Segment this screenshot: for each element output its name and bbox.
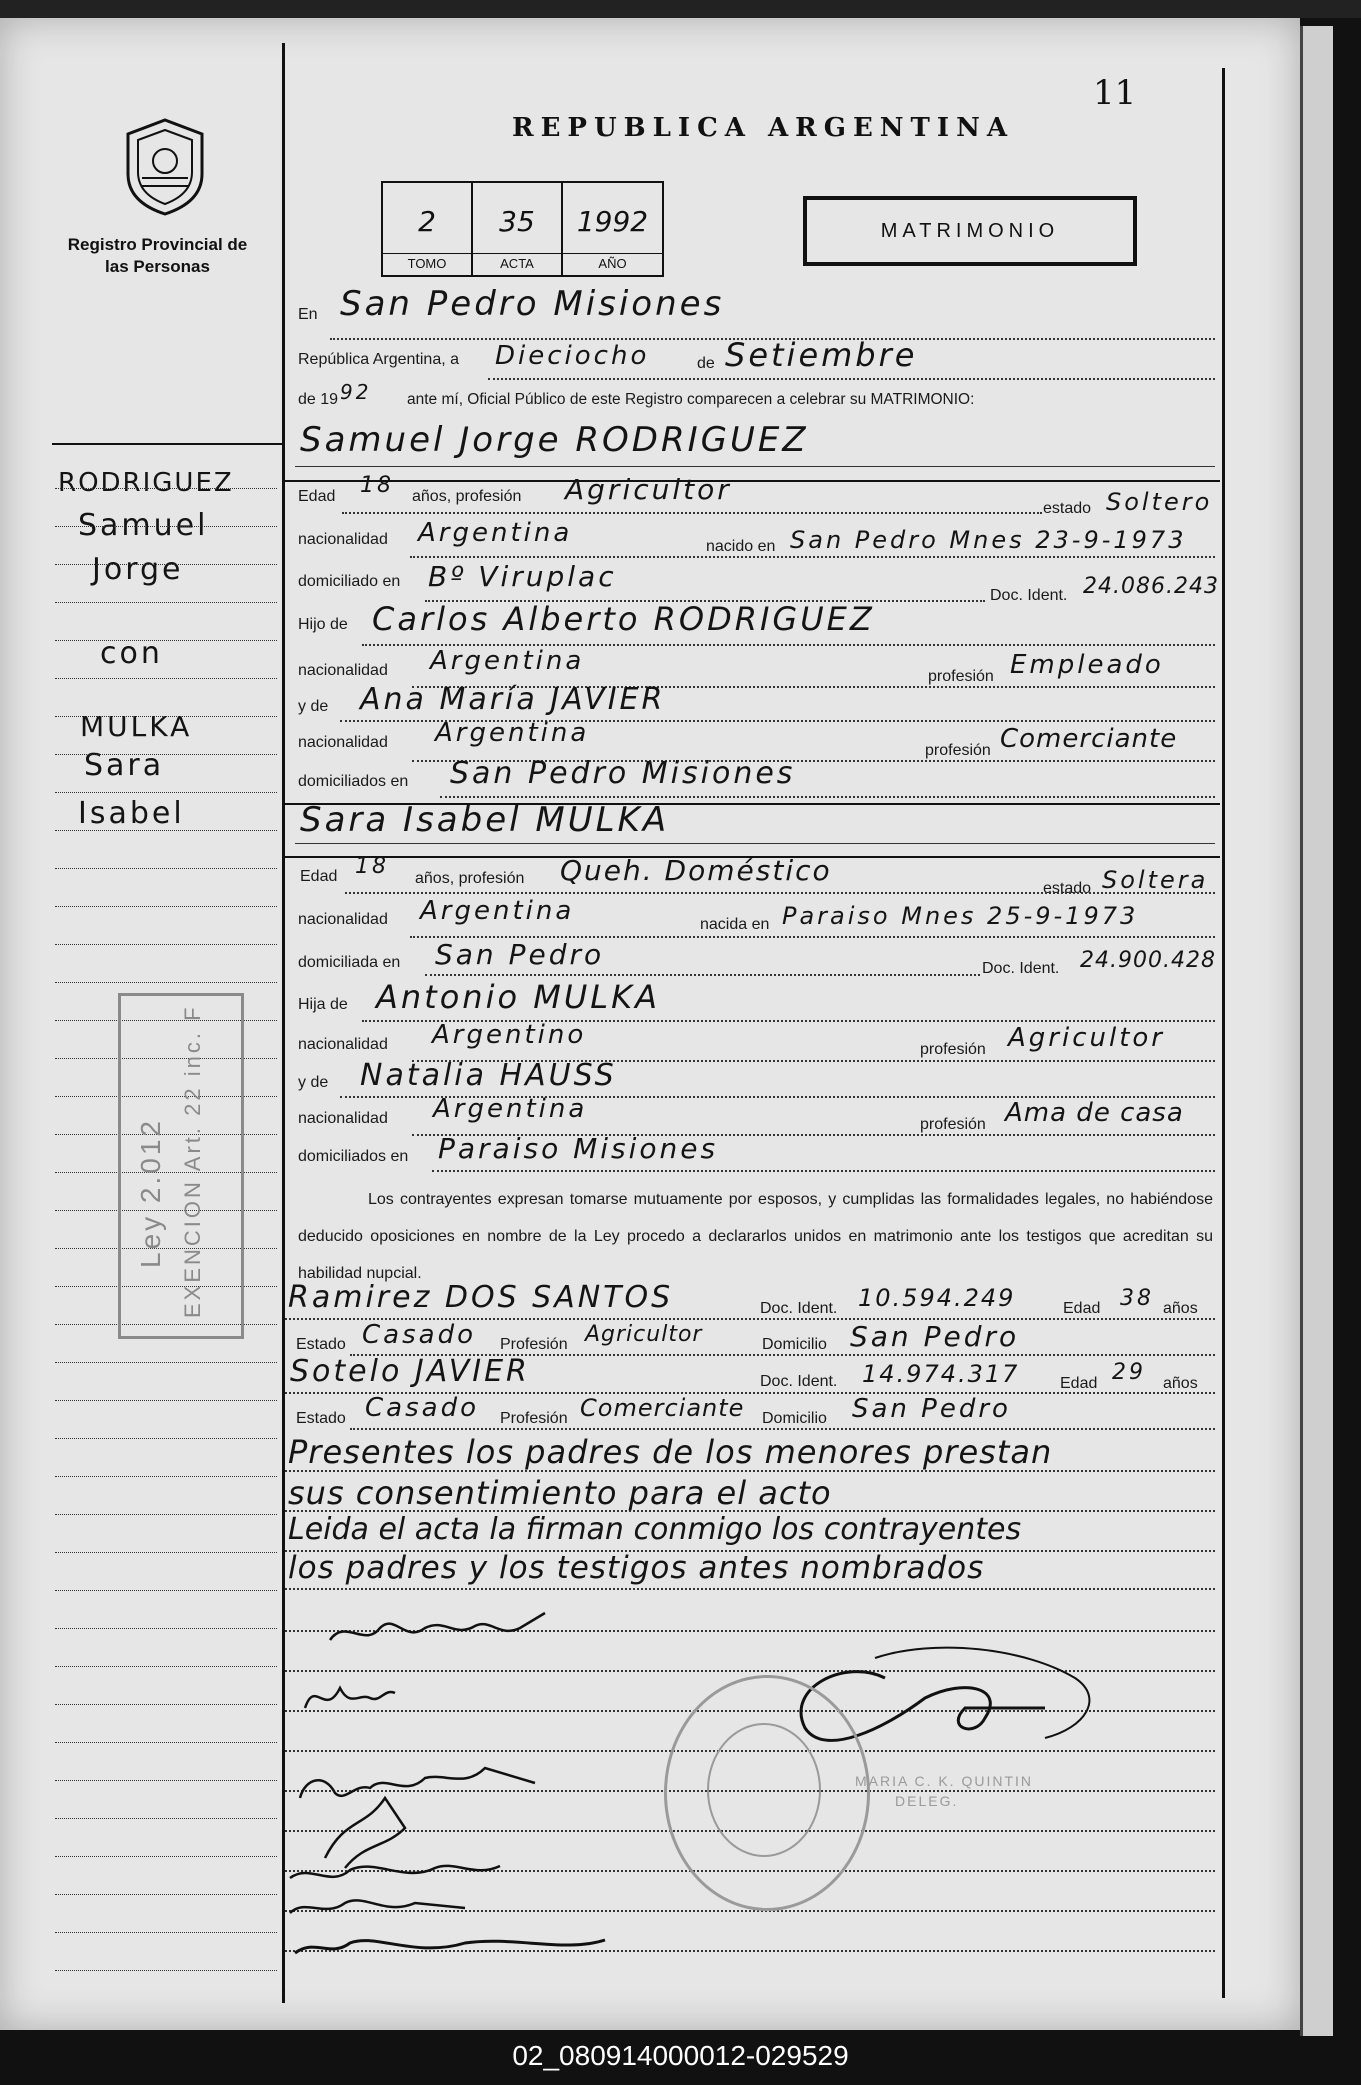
groom-father-nac: Argentina [430, 646, 585, 676]
groom-father: Carlos Alberto RODRIGUEZ [372, 600, 875, 638]
witness2-edad-label: Edad [1060, 1375, 1098, 1392]
witness1-edad: 38 [1120, 1286, 1154, 1311]
formal-paragraph [298, 1181, 1213, 1292]
groom-parents-dom: San Pedro Misiones [450, 756, 796, 791]
margin-rule [55, 1894, 277, 1895]
en-label: En [298, 306, 318, 323]
margin-rule [55, 982, 277, 983]
witness2-anos-label: años [1163, 1375, 1198, 1392]
bride-dom-line [425, 974, 980, 976]
margin-rule [55, 906, 277, 907]
groom-edad: 18 [360, 473, 394, 498]
bride-edad-label: Edad [300, 868, 338, 885]
witness2-doc: 14.974.317 [862, 1360, 1020, 1388]
anio-cell [563, 183, 662, 275]
note-line-1: Presentes los padres de los menores prestan [288, 1433, 1053, 1471]
month-value: Setiembre [725, 336, 918, 374]
acta-cell [473, 183, 563, 275]
groom-profesion: Agricultor [565, 473, 732, 506]
day-value: Dieciocho [495, 341, 650, 371]
margin-rule [55, 1514, 277, 1515]
bride-name: Sara Isabel MULKA [300, 800, 670, 840]
right-border [1222, 68, 1225, 1998]
witness1-domicilio: San Pedro [850, 1320, 1020, 1353]
bride-domicilio: San Pedro [435, 938, 605, 971]
bride-yde-label: y de [298, 1074, 329, 1091]
bride-father: Antonio MULKA [376, 978, 660, 1016]
margin-rule [55, 1780, 277, 1781]
registry-office: Registro Provincial de las Personas [67, 235, 248, 276]
margin-rule [55, 526, 277, 527]
witness1-name: Ramirez DOS SANTOS [288, 1280, 674, 1315]
margin-rule [55, 944, 277, 945]
bride-hija-label: Hija de [298, 996, 348, 1013]
groom-section-rule [285, 480, 1220, 482]
margin-top-rule [52, 443, 282, 445]
intro-tail: ante mí, Oficial Público de este Registro comparecen a celebrar su MATRIMONIO: [407, 391, 975, 408]
margin-rule [55, 1362, 277, 1363]
margin-first-2: Sara [84, 748, 165, 783]
bride-nacionalidad: Argentina [420, 896, 575, 926]
margin-rule [55, 1590, 277, 1591]
groom-nacido: San Pedro Mnes 23-9-1973 [790, 526, 1187, 554]
margin-rule [55, 830, 277, 831]
witness1-edad-label: Edad [1063, 1300, 1101, 1317]
groom-doc-label: Doc. Ident. [990, 587, 1068, 604]
bride-mother-prof: Ama de casa [1005, 1098, 1184, 1128]
margin-rule [55, 602, 277, 603]
groom-mnac-label: nacionalidad [298, 734, 388, 751]
groom-mprof-label: profesión [925, 742, 991, 759]
stamp-line-2: EXENCION Art. 22 inc. F [180, 1004, 205, 1318]
margin-first-1: Samuel [78, 508, 209, 543]
bride-estado: Soltera [1102, 866, 1209, 894]
bride-mother: Natalia HAUSS [360, 1058, 617, 1093]
margin-rule [55, 678, 277, 679]
margin-rule [55, 1438, 277, 1439]
official-stamp [664, 1675, 870, 1911]
bride-mother-nac: Argentina [433, 1094, 588, 1124]
margin-rule [55, 1666, 277, 1667]
page-number: 11 [1093, 73, 1137, 113]
witness2-profesion: Comerciante [580, 1394, 745, 1422]
reference-box [381, 181, 664, 277]
register-page [0, 18, 1300, 2030]
groom-nac-label: nacionalidad [298, 531, 388, 548]
margin-rule [55, 754, 277, 755]
margin-rule [55, 792, 277, 793]
witness2-name: Sotelo JAVIER [290, 1354, 530, 1389]
de-label: de [697, 355, 715, 372]
margin-second-1: Jorge [92, 552, 184, 587]
republica-label: República Argentina, a [298, 351, 459, 368]
year-prefix-label: de 19 [298, 391, 339, 408]
bride-fnac-label: nacionalidad [298, 1036, 388, 1053]
groom-mother: Ana María JAVIER [360, 682, 666, 717]
margin-rule [55, 1742, 277, 1743]
groom-estado: Soltero [1106, 488, 1213, 516]
stamp-line-1: Ley 2.012 [135, 1118, 166, 1268]
margin-rule [55, 640, 277, 641]
witness1-estado: Casado [362, 1320, 476, 1350]
note-line-4: los padres y los testigos antes nombrados [288, 1550, 985, 1586]
groom-hijo-label: Hijo de [298, 616, 348, 633]
note-line-3: Leida el acta la firman conmigo los contrayentes [288, 1512, 1022, 1547]
bride-nac-label: nacionalidad [298, 911, 388, 928]
margin-con: con [100, 636, 163, 671]
witness1-profesion: Agricultor [585, 1322, 703, 1347]
margin-rule [55, 1932, 277, 1933]
anio-label: AÑO [563, 253, 662, 271]
bride-mprof-label: profesión [920, 1116, 986, 1133]
place-value: San Pedro Misiones [340, 284, 725, 324]
tomo-cell [383, 183, 473, 275]
bride-nacida: Paraiso Mnes 25-9-1973 [782, 902, 1139, 930]
anio-value: 1992 [576, 205, 649, 238]
groom-doc: 24.086.243 [1083, 574, 1219, 599]
groom-father-prof: Empleado [1010, 650, 1164, 680]
margin-rule [55, 1400, 277, 1401]
margin-rule [55, 716, 277, 717]
page-edge [1300, 26, 1333, 2036]
groom-nac-line [410, 556, 1215, 558]
seal-icon [120, 116, 210, 216]
margin-rule [55, 1856, 277, 1857]
groom-estado-label: estado [1043, 500, 1092, 517]
image-id-footer: 02_080914000012-029529 [512, 2040, 849, 2071]
margin-rule [55, 1818, 277, 1819]
stamp-name: MARIA C. K. QUINTIN [855, 1773, 1034, 1789]
witness2-domicilio: San Pedro [852, 1394, 1011, 1424]
witness2-edad: 29 [1112, 1360, 1146, 1385]
witness1-doc-label: Doc. Ident. [760, 1300, 838, 1317]
acta-value: 35 [499, 205, 535, 238]
bride-doc-label: Doc. Ident. [982, 960, 1060, 977]
bride-nacida-label: nacida en [700, 916, 770, 933]
bride-dom-label: domiciliada en [298, 954, 401, 971]
witness1-estado-label: Estado [296, 1336, 346, 1353]
groom-domicilio: Bº Viruplac [428, 560, 617, 593]
bride-estado-label: estado [1043, 880, 1092, 897]
witness2-estado-label: Estado [296, 1410, 346, 1427]
groom-name: Samuel Jorge RODRIGUEZ [300, 420, 809, 460]
witness1-prof-label: Profesión [500, 1336, 568, 1353]
bride-edad-line [345, 892, 1215, 894]
bride-father-nac: Argentino [432, 1020, 587, 1050]
groom-name-line [295, 466, 1215, 467]
bride-pdom-line [432, 1170, 1215, 1172]
date-line [488, 378, 1215, 380]
groom-fnac-label: nacionalidad [298, 662, 388, 679]
margin-surname-1: RODRIGUEZ [58, 468, 234, 498]
margin-rule [55, 868, 277, 869]
margin-rule [55, 1628, 277, 1629]
groom-nacionalidad: Argentina [418, 518, 573, 548]
groom-profesion-label: años, profesión [412, 488, 522, 505]
book-spine [0, 0, 1361, 18]
margin-rule [55, 488, 277, 489]
groom-dom-label: domiciliado en [298, 573, 401, 590]
witness2-estado-line [350, 1428, 1215, 1430]
stamp-role: DELEG. [895, 1793, 959, 1809]
margin-rule [55, 1970, 277, 1971]
groom-mother-prof: Comerciante [1000, 724, 1178, 754]
note-rule-1 [285, 1470, 1215, 1472]
stamp-inner [707, 1723, 821, 1857]
tomo-value: 2 [418, 205, 436, 238]
groom-nacido-label: nacido en [706, 538, 776, 555]
bride-edad: 18 [355, 854, 389, 879]
groom-edad-line [342, 512, 1042, 514]
record-type-box: MATRIMONIO [803, 196, 1137, 266]
bride-doc: 24.900.428 [1080, 948, 1216, 973]
groom-pdom-label: domiciliados en [298, 773, 409, 790]
bride-parents-dom: Paraiso Misiones [438, 1132, 719, 1165]
witness1-doc: 10.594.249 [858, 1284, 1016, 1312]
groom-pdom-line [440, 796, 1215, 798]
note-line-2: sus consentimiento para el acto [288, 1474, 832, 1512]
country-title: REPUBLICA ARGENTINA [512, 113, 1015, 143]
witness2-prof-label: Profesión [500, 1410, 568, 1427]
bride-pdom-label: domiciliados en [298, 1148, 409, 1165]
acta-label: ACTA [473, 253, 561, 271]
margin-surname-2: MULKA [80, 710, 193, 743]
bride-name-line [295, 843, 1215, 844]
bride-mnac-label: nacionalidad [298, 1110, 388, 1127]
margin-second-2: Isabel [78, 796, 185, 831]
bride-profesion: Queh. Doméstico [560, 854, 832, 887]
bride-profesion-label: años, profesión [415, 870, 525, 887]
witness1-anos-label: años [1163, 1300, 1198, 1317]
margin-rule [55, 564, 277, 565]
margin-rule [55, 1476, 277, 1477]
bride-fprof-label: profesión [920, 1041, 986, 1058]
tomo-label: TOMO [383, 253, 471, 271]
witness2-doc-label: Doc. Ident. [760, 1373, 838, 1390]
formal-text: Los contrayentes expresan tomarse mutuamente por esposos, y cumplidas las formalidades legales, no habiéndose deducido oposiciones en nombre de la Ley procedo a declararlos unidos en matrimonio ante los testigos que acreditan su habilidad nupcial. [298, 1191, 1213, 1282]
witness1-dom-label: Domicilio [762, 1336, 827, 1353]
year-value: 92 [340, 380, 372, 404]
margin-rule [55, 1552, 277, 1553]
note-rule-4 [285, 1588, 1215, 1590]
groom-mother-nac: Argentina [435, 718, 590, 748]
groom-yde-label: y de [298, 698, 329, 715]
groom-edad-label: Edad [298, 488, 336, 505]
witness2-estado: Casado [365, 1393, 479, 1423]
bride-father-prof: Agricultor [1008, 1023, 1165, 1053]
groom-fprof-label: profesión [928, 668, 994, 685]
witness2-dom-label: Domicilio [762, 1410, 827, 1427]
margin-rule [55, 1704, 277, 1705]
